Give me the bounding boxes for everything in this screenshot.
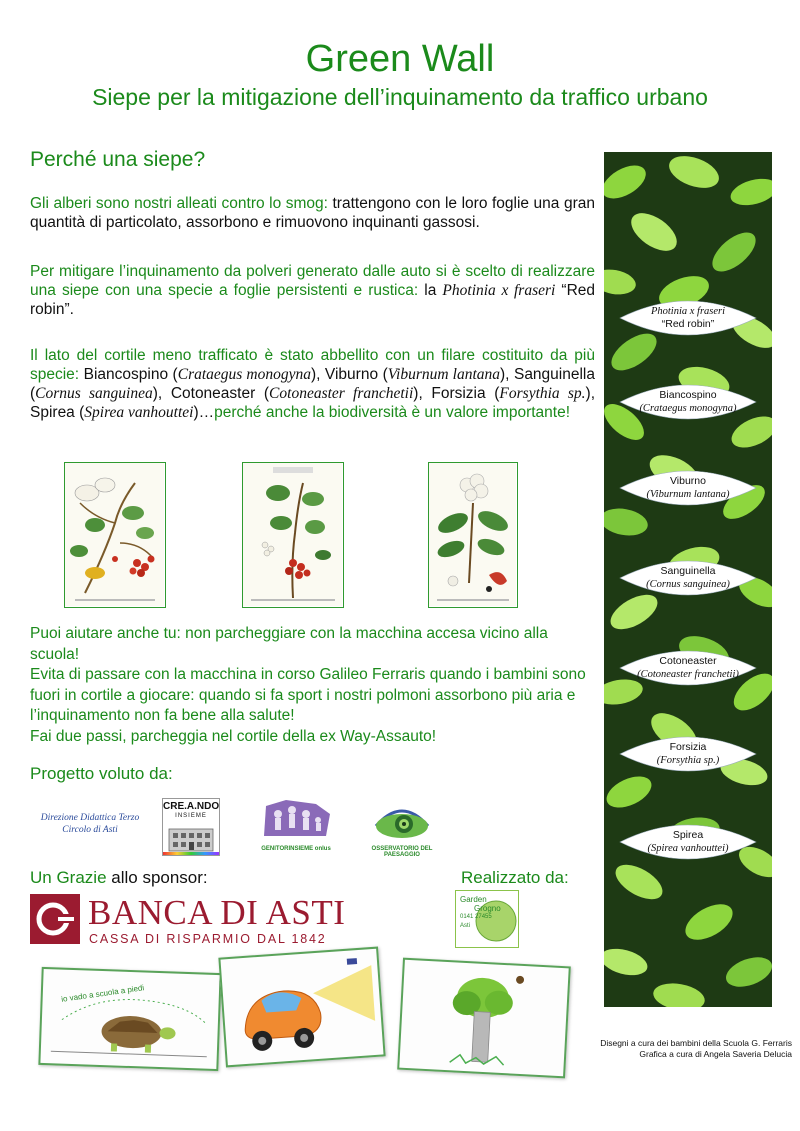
- species-label-cotoneaster: [618, 644, 758, 692]
- species-name: Cotoneaster franchetii: [269, 385, 414, 402]
- species-name: Photinia x fraseri: [442, 282, 556, 299]
- drawing-car: [218, 947, 385, 1068]
- species-label-forsizia: [618, 730, 758, 778]
- grazie-lead: Un Grazie: [30, 868, 107, 887]
- garden-line: Asti: [460, 923, 471, 929]
- paragraph-text: la: [418, 282, 443, 299]
- species-label-latin: (Viburnum lantana): [646, 489, 730, 500]
- species-label-text: [618, 378, 758, 426]
- botanical-plate-dogwood: [428, 462, 518, 608]
- advice-line: Evita di passare con la macchina in corso Galileo Ferraris quando i bambini sono fuori in cortile a giocare: quando si fa sport i nostri polmoni assorbono più aria e l’inquinamento non fa bene alla salute!: [30, 666, 586, 724]
- botanical-plate-hawthorn: [64, 462, 166, 608]
- species-label-spirea: [618, 818, 758, 866]
- realizzato-label: Realizzato da:: [461, 868, 569, 887]
- garden-logo: [455, 890, 519, 948]
- species-label-latin: (Spirea vanhouttei): [647, 843, 729, 854]
- credits: [560, 1038, 792, 1060]
- species-label-common: Biancospino: [659, 389, 717, 401]
- direzione-didattica-text: Direzione Didattica Terzo Circolo di Asti: [40, 813, 140, 835]
- paragraph-text: ), Spirea (: [30, 385, 595, 421]
- drawing-turtle: [38, 967, 221, 1071]
- paragraph-text: )…: [193, 404, 215, 421]
- dogwood-illustration: [429, 463, 516, 606]
- hawthorn-illustration: [65, 463, 164, 606]
- species-label-sanguinella: [618, 554, 758, 602]
- poster-title: Green Wall: [305, 38, 495, 80]
- creando-logo: [162, 798, 220, 856]
- species-label-latin: (Forsythia sp.): [656, 755, 720, 766]
- paragraph-smog: [30, 194, 595, 232]
- direzione-didattica-logo: [30, 812, 150, 846]
- species-label-latin: “Red robin”: [661, 318, 715, 330]
- section-heading: Perché una siepe?: [30, 148, 206, 171]
- species-name: Forsythia sp.: [499, 385, 586, 402]
- species-label-viburno: [618, 464, 758, 512]
- species-label-common: Viburno: [669, 475, 706, 487]
- species-label-latin: (Crataegus monogyna): [639, 403, 737, 414]
- osservatorio-logo: [362, 796, 442, 858]
- creando-subtitle: INSIEME: [175, 813, 207, 819]
- garden-text: [460, 895, 501, 931]
- drawing-caption: io vado a scuola a piedi: [60, 983, 145, 1004]
- car-drawing: [220, 949, 383, 1066]
- garden-line: 0141 27455: [460, 914, 492, 920]
- species-label-text: [618, 730, 758, 778]
- paragraph-text: ), Viburno (: [310, 366, 388, 383]
- osservatorio-text: OSSERVATORIO DEL PAESAGGIO: [371, 846, 433, 858]
- garden-line: Garden: [460, 895, 487, 904]
- species-name: Spirea vanhouttei: [84, 404, 194, 421]
- species-label-text: [618, 464, 758, 512]
- bank-name: BANCA DI ASTI: [88, 893, 346, 932]
- advice-line: Fai due passi, parcheggia nel cortile della ex Way-Assauto!: [30, 727, 437, 745]
- bank-tagline: CASSA DI RISPARMIO DAL 1842: [89, 932, 327, 946]
- paragraph-text: trattengono con le loro foglie una gran quantità di particolato, assorbono e rimuovono inquinanti gassosi.: [30, 195, 595, 231]
- species-label-common: Sanguinella: [660, 565, 716, 577]
- credit-line: Disegni a cura dei bambini della Scuola G. Ferraris: [600, 1038, 792, 1048]
- paragraph-text: ), Forsizia (: [413, 385, 500, 402]
- hawthorn-fruit-illustration: [243, 463, 342, 606]
- genitorinsieme-text: GENITORINSIEME onlus: [261, 846, 331, 852]
- species-label-text: [618, 554, 758, 602]
- paragraph-tail: perché anche la biodiversità è un valore importante!: [214, 404, 571, 421]
- sponsor-label: [30, 868, 208, 888]
- species-label-photinia: [618, 294, 758, 342]
- genitorinsieme-logo: [256, 796, 336, 858]
- bank-logo-icon: [30, 894, 80, 944]
- paragraph-text: ), Cotoneaster (: [152, 385, 270, 402]
- species-name: Viburnum lantana: [387, 366, 501, 383]
- school-building-icon: [167, 821, 215, 853]
- species-label-latin: (Cotoneaster franchetii): [637, 669, 739, 680]
- bank-logo-mark: [30, 894, 80, 944]
- species-label-text: [618, 294, 758, 342]
- credit-line: Grafica a cura di Angela Saveria Delucia: [639, 1049, 792, 1059]
- turtle-drawing: [40, 969, 219, 1069]
- species-label-biancospino: [618, 378, 758, 426]
- advice-line: Puoi aiutare anche tu: non parcheggiare con la macchina accesa vicino alla scuola!: [30, 625, 548, 663]
- poster-subtitle: Siepe per la mitigazione dell’inquinamento da traffico urbano: [92, 84, 708, 110]
- species-label-common: Cotoneaster: [659, 655, 717, 667]
- rainbow-stripe: [163, 852, 219, 855]
- tree-drawing: [399, 960, 568, 1076]
- paragraph-lead: Per mitigare l’inquinamento da polveri generato dalle auto si è scelto di realizzare una siepe con una specie a foglie persistenti e rustica:: [30, 263, 595, 299]
- species-label-text: [618, 818, 758, 866]
- garden-line: Grogno: [474, 904, 501, 913]
- species-label-text: [618, 644, 758, 692]
- progetto-label: Progetto voluto da:: [30, 764, 173, 783]
- species-name: Crataegus monogyna: [177, 366, 311, 383]
- paragraph-text: Biancospino (: [79, 366, 178, 383]
- eye-landscape-icon: [372, 796, 432, 840]
- advice-block: [30, 624, 600, 747]
- people-group-icon: [256, 796, 336, 842]
- creando-title: CRE.A.NDO: [163, 801, 220, 812]
- species-label-common: Photinia x fraseri: [650, 306, 726, 317]
- botanical-plate-hawthorn-2: [242, 462, 344, 608]
- paragraph-biodiversity: [30, 346, 595, 422]
- species-name: Cornus sanguinea: [35, 385, 153, 402]
- grazie-rest: allo sponsor:: [106, 868, 208, 887]
- drawing-tree: [397, 958, 571, 1079]
- paragraph-lead: Il lato del cortile meno trafficato è stato abbellito con un filare costituito da più specie:: [30, 347, 595, 383]
- species-label-common: Forsizia: [669, 741, 707, 753]
- paragraph-hedge: [30, 262, 595, 319]
- paragraph-text: ), Sanguinella (: [30, 366, 595, 402]
- species-label-common: Spirea: [672, 829, 704, 841]
- species-label-latin: (Cornus sanguinea): [646, 579, 730, 590]
- paragraph-text: “Red robin”.: [30, 282, 596, 318]
- paragraph-lead: Gli alberi sono nostri alleati contro lo smog:: [30, 195, 328, 212]
